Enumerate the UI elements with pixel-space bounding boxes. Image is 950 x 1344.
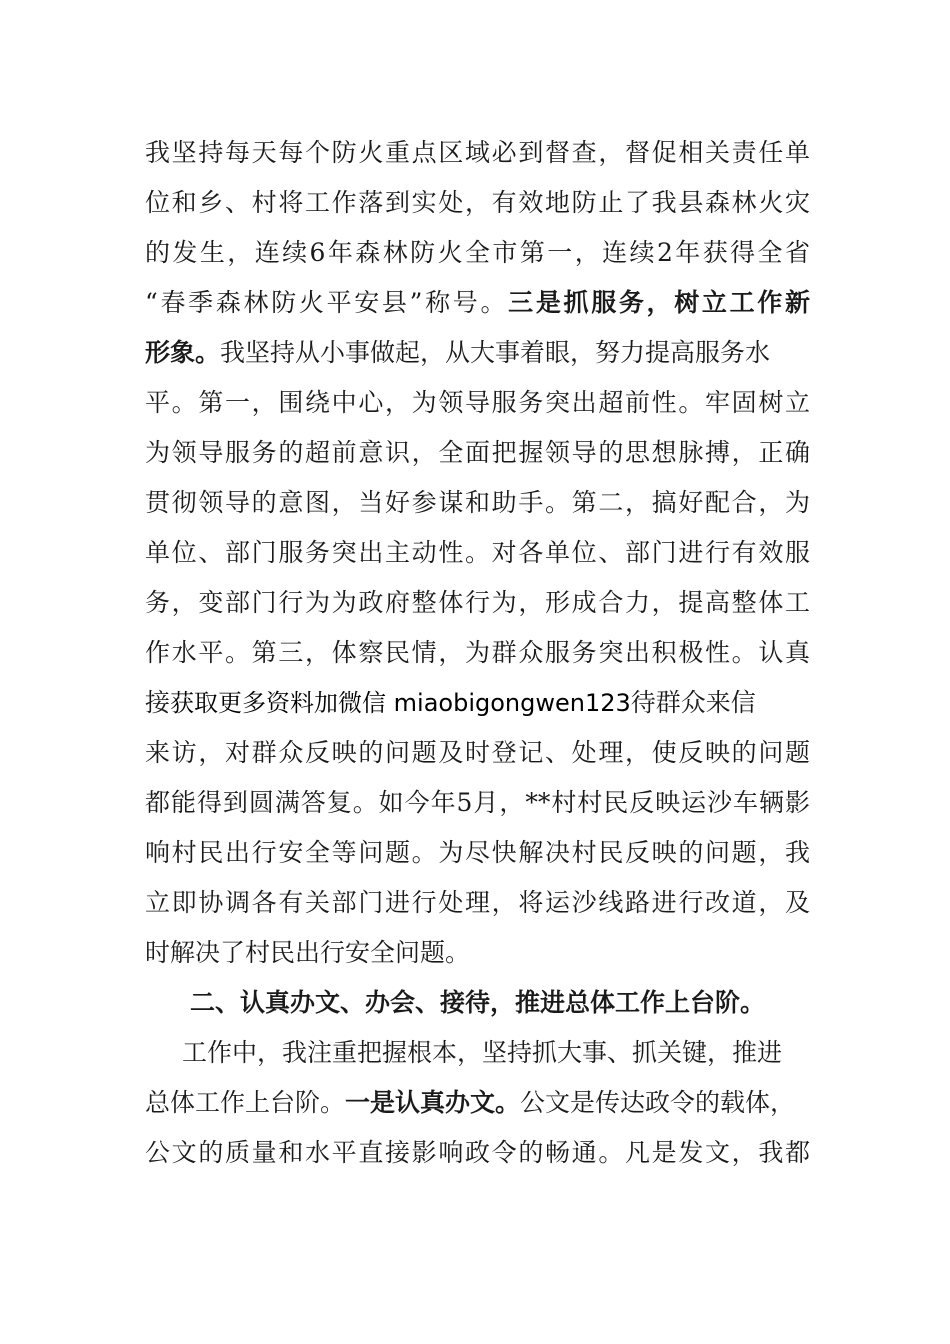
text-line: 务，变部门行为为政府整体行为，形成合力，提高整体工 — [145, 588, 810, 617]
text-line: 平。第一，围绕中心，为领导服务突出超前性。牢固树立 — [145, 388, 810, 417]
text-line: “春季森林防火平安县”称号。三是抓服务，树立工作新 — [145, 288, 810, 317]
text-line: 响村民出行安全等问题。为尽快解决村民反映的问题，我 — [145, 838, 810, 867]
text-line: 公文的质量和水平直接影响政令的畅通。凡是发文，我都 — [145, 1138, 810, 1167]
text-line: 为领导服务的超前意识，全面把握领导的思想脉搏，正确 — [145, 438, 810, 467]
text-line: 单位、部门服务突出主动性。对各单位、部门进行有效服 — [145, 538, 810, 567]
text-line: 形象。我坚持从小事做起，从大事着眼，努力提高服务水 — [145, 338, 771, 367]
text-line: 我坚持每天每个防火重点区域必到督查，督促相关责任单 — [145, 138, 810, 167]
text-line: 贯彻领导的意图，当好参谋和助手。第二，搞好配合，为 — [145, 488, 810, 517]
text-line: 来访，对群众反映的问题及时登记、处理，使反映的问题 — [145, 738, 810, 767]
text-line: 接获取更多资料加微信 miaobigongwen123待群众来信 — [145, 688, 756, 717]
bold-phrase: 三是抓服务，树立工作新 — [508, 288, 810, 317]
bold-phrase: 形象。 — [145, 338, 221, 367]
body-text — [145, 128, 810, 1178]
text-line: 都能得到圆满答复。如今年5月，**村村民反映运沙车辆影 — [145, 788, 810, 817]
bold-phrase: 一是认真办文。 — [345, 1088, 521, 1117]
text-line: 时解决了村民出行安全问题。 — [145, 938, 471, 967]
watermark-ad-text: 获取更多资料加微信 miaobigongwen123 — [170, 689, 631, 717]
text-line: 工作中，我注重把握根本，坚持抓大事、抓关键，推进 — [182, 1038, 783, 1067]
text-line: 位和乡、村将工作落到实处，有效地防止了我县森林火灾 — [145, 188, 810, 217]
text-line: 作水平。第三，体察民情，为群众服务突出积极性。认真 — [145, 638, 810, 667]
section-heading: 二、认真办文、办会、接待，推进总体工作上台阶。 — [190, 988, 766, 1017]
text-line: 总体工作上台阶。一是认真办文。公文是传达政令的载体， — [145, 1088, 796, 1117]
text-line: 的发生，连续6年森林防火全市第一，连续2年获得全省 — [145, 238, 810, 267]
text-line: 立即协调各有关部门进行处理，将运沙线路进行改道，及 — [145, 888, 810, 917]
